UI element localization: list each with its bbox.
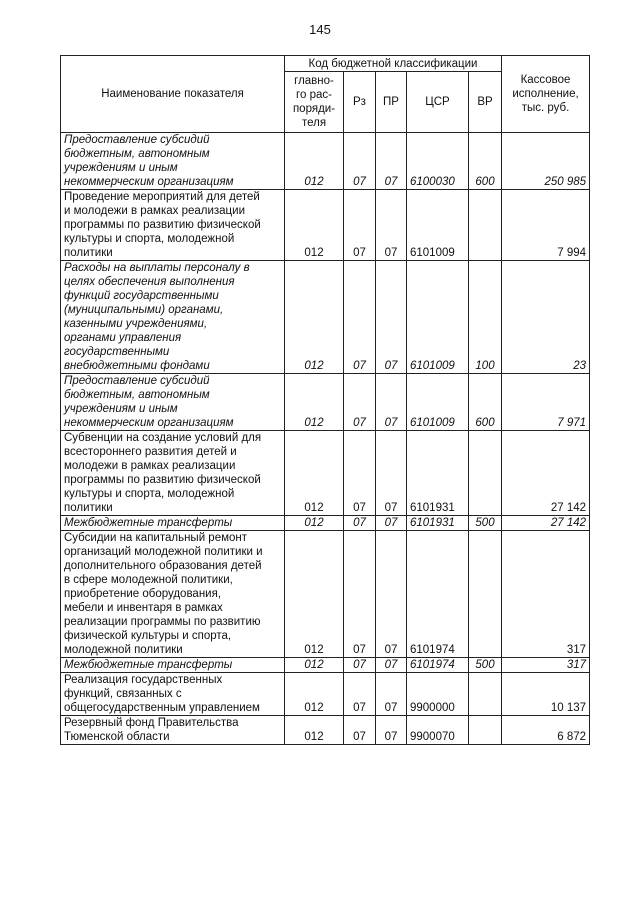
table-body [61,133,590,745]
row-amount: 317 [502,658,590,673]
table-row [61,658,590,673]
row-rz: 07 [344,133,376,190]
row-name: Межбюджетные трансферты [61,516,285,531]
row-pr: 07 [376,658,407,673]
row-glav: 012 [285,261,344,374]
row-vr [469,190,502,261]
row-csr: 6101009 [407,190,469,261]
row-amount: 27 142 [502,431,590,516]
row-amount: 23 [502,261,590,374]
row-vr: 600 [469,374,502,431]
row-rz: 07 [344,658,376,673]
row-amount: 10 137 [502,673,590,716]
header-pr: ПР [376,72,407,133]
header-name: Наименование показателя [61,56,285,133]
row-pr: 07 [376,431,407,516]
row-rz: 07 [344,673,376,716]
row-vr [469,673,502,716]
row-csr: 9900000 [407,673,469,716]
row-csr: 6101974 [407,531,469,658]
row-amount: 7 994 [502,190,590,261]
row-name: Субсидии на капитальный ремонт организаций молодежной политики и дополнительного образования детей в сфере молодежной политики, приобретение оборудования, мебели и инвентаря в рамках реализации программы по развитию физической культуры и спорта, молодежной политики [61,531,285,658]
row-pr: 07 [376,531,407,658]
row-glav: 012 [285,374,344,431]
row-name: Проведение мероприятий для детей и молодежи в рамках реализации программы по развитию физической культуры и спорта, молодежной политики [61,190,285,261]
row-glav: 012 [285,716,344,745]
table-row [61,716,590,745]
row-rz: 07 [344,374,376,431]
header-amount: Кассовое исполнение, тыс. руб. [502,56,590,133]
row-glav: 012 [285,531,344,658]
row-amount: 7 971 [502,374,590,431]
row-amount: 27 142 [502,516,590,531]
row-name: Субвенции на создание условий для всестороннего развития детей и молодежи в рамках реализации программы по развитию физической культуры и спорта, молодежной политики [61,431,285,516]
row-glav: 012 [285,190,344,261]
row-glav: 012 [285,133,344,190]
row-vr [469,531,502,658]
header-vr: ВР [469,72,502,133]
row-glav: 012 [285,673,344,716]
row-rz: 07 [344,431,376,516]
row-vr [469,716,502,745]
row-csr: 9900070 [407,716,469,745]
table-row [61,374,590,431]
row-amount: 317 [502,531,590,658]
row-rz: 07 [344,516,376,531]
row-rz: 07 [344,531,376,658]
row-rz: 07 [344,190,376,261]
row-csr: 6101931 [407,431,469,516]
header-glav: главно- го рас- поряди- теля [285,72,344,133]
row-name: Реализация государственных функций, связанных с общегосударственным управлением [61,673,285,716]
table-row [61,531,590,658]
table-row [61,190,590,261]
row-pr: 07 [376,516,407,531]
row-vr [469,431,502,516]
header-csr: ЦСР [407,72,469,133]
table-row [61,673,590,716]
row-csr: 6101009 [407,374,469,431]
header-rz: Рз [344,72,376,133]
row-rz: 07 [344,716,376,745]
row-pr: 07 [376,133,407,190]
row-glav: 012 [285,658,344,673]
row-csr: 6101931 [407,516,469,531]
row-name: Предоставление субсидий бюджетным, автономным учреждениям и иным некоммерческим организациям [61,374,285,431]
row-pr: 07 [376,374,407,431]
row-csr: 6101974 [407,658,469,673]
row-csr: 6100030 [407,133,469,190]
table-row [61,516,590,531]
row-name: Резервный фонд Правительства Тюменской области [61,716,285,745]
row-amount: 250 985 [502,133,590,190]
row-name: Предоставление субсидий бюджетным, автономным учреждениям и иным некоммерческим организациям [61,133,285,190]
row-name: Межбюджетные трансферты [61,658,285,673]
header-code-group: Код бюджетной классификации [285,56,502,72]
row-vr: 500 [469,516,502,531]
table-row [61,261,590,374]
row-name: Расходы на выплаты персоналу в целях обеспечения выполнения функций государственными (муниципальными) органами, казенными учреждениями, органами управления государственными внебюджетными фондами [61,261,285,374]
page-number: 145 [309,22,331,37]
row-pr: 07 [376,673,407,716]
row-vr: 600 [469,133,502,190]
row-vr: 500 [469,658,502,673]
row-pr: 07 [376,190,407,261]
row-csr: 6101009 [407,261,469,374]
row-pr: 07 [376,261,407,374]
budget-table [60,55,590,745]
row-rz: 07 [344,261,376,374]
row-glav: 012 [285,431,344,516]
row-pr: 07 [376,716,407,745]
row-amount: 6 872 [502,716,590,745]
table-row [61,431,590,516]
row-glav: 012 [285,516,344,531]
row-vr: 100 [469,261,502,374]
table-row [61,133,590,190]
